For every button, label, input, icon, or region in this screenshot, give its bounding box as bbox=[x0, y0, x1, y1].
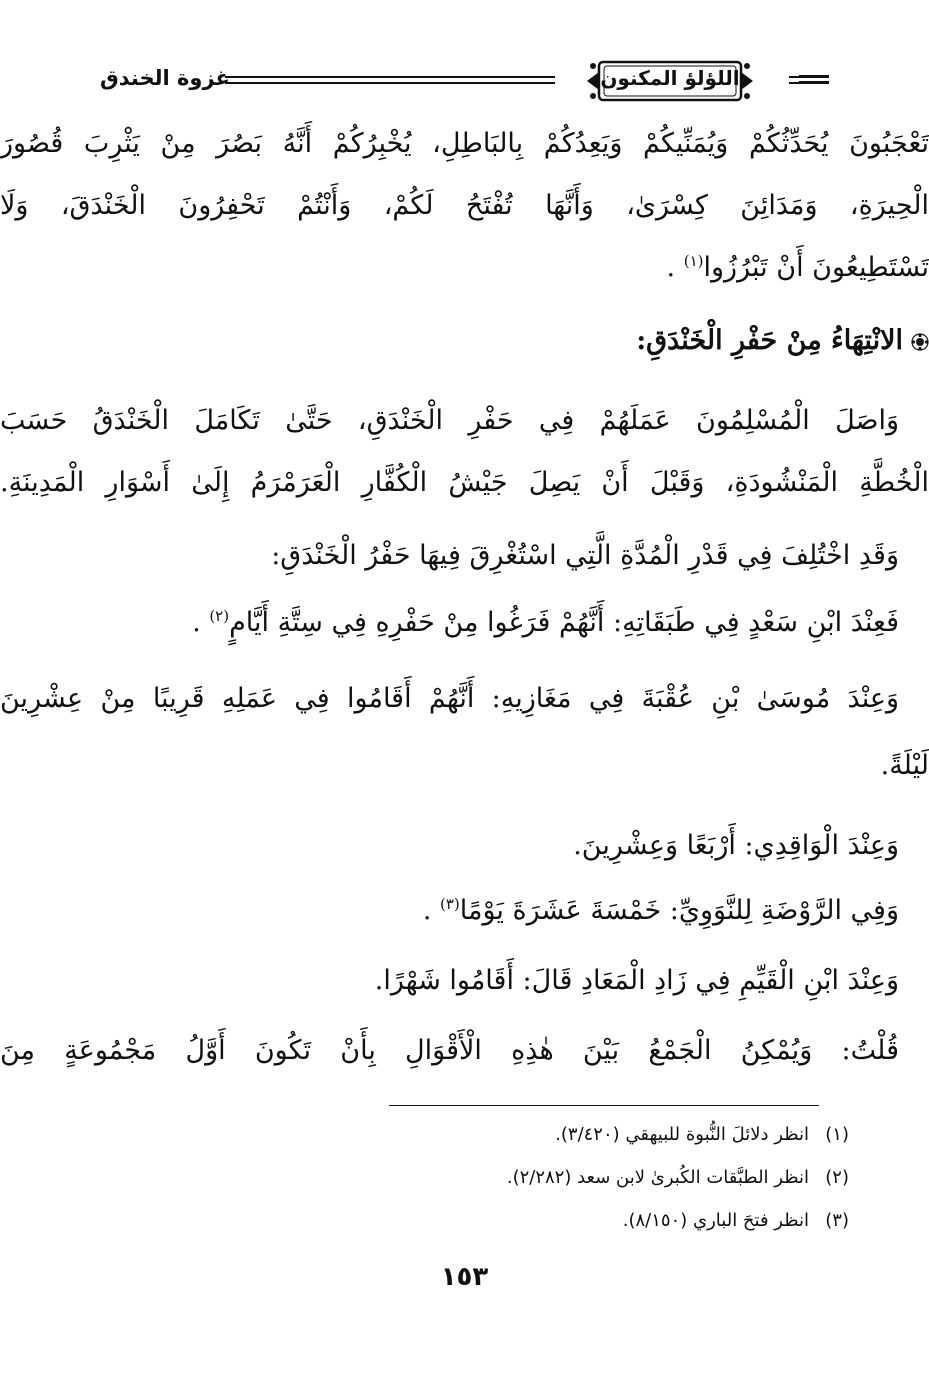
body-line-11: وَعِنْدَ الْوَاقِدِي: أَرْبَعًا وَعِشْرِينَ. bbox=[573, 830, 899, 861]
footnote-2-text: انظر الطبَّقات الكُبرىٰ لابن سعد (٢/٢٨٢). bbox=[506, 1167, 809, 1188]
chapter-title: غزوة الخندق bbox=[100, 66, 230, 90]
footnote-3-text: انظر فتحَ الباري (٨/١٥٠). bbox=[622, 1210, 809, 1231]
body-line-14: قُلْتُ: وَيُمْكِنُ الْجَمْعُ بَيْنَ هٰذِهِ الْأَقْوَالِ بِأَنْ تَكُونَ أَوَّلُ مَجْمُوعَةٍ مِنَ bbox=[0, 1035, 899, 1066]
body-line-7: وَقَدِ اخْتُلِفَ فِي قَدْرِ الْمُدَّةِ الَّتِي اسْتُغْرِقَ فِيهَا حَفْرُ الْخَنْدَقِ: bbox=[271, 540, 899, 571]
footnote-1-num: (١) bbox=[825, 1124, 849, 1145]
body-line-3-text: تَسْتَطِيعُونَ أَنْ تَبْرُزُوا bbox=[703, 252, 929, 283]
footnote-1 bbox=[555, 1124, 849, 1145]
header-rule-bottom bbox=[225, 82, 555, 84]
body-line-8 bbox=[0, 607, 899, 638]
header-rule-top bbox=[225, 76, 555, 78]
body-line-12 bbox=[0, 895, 899, 926]
header-book-side bbox=[793, 66, 829, 90]
body-line-5: وَاصَلَ الْمُسْلِمُونَ عَمَلَهُمْ فِي حَفْرِ الْخَنْدَقِ، حَتَّىٰ تَكَامَلَ الْخَنْدَقُ حَسَبَ bbox=[0, 405, 899, 436]
footnote-ref-2: (٢) bbox=[209, 607, 230, 625]
footnote-2 bbox=[507, 1167, 849, 1188]
footnote-2-num: (٢) bbox=[825, 1167, 849, 1188]
body-line-12-text: وَفِي الرَّوْضَةِ لِلنَّوَوِيِّ: خَمْسَةَ عَشَرَةَ يَوْمًا bbox=[459, 895, 899, 926]
body-line-1: تَعْجَبُونَ يُحَدِّثُكُمْ وَيُمَنِّيكُمْ وَيَعِدُكُمْ بِالبَاطِلِ، يُخْبِرُكُمْ أَنَّهُ بَصُرَ مِنْ يَثْرِبَ قُصُورَ bbox=[0, 128, 929, 159]
page-number: ١٥٣ bbox=[440, 1262, 489, 1292]
body-line-3 bbox=[0, 252, 929, 283]
footnote-ref-1: (١) bbox=[683, 252, 704, 270]
footnote-3 bbox=[623, 1210, 849, 1231]
body-line-6: الْخُطَّةِ الْمَنْشُودَةِ، وَقَبْلَ أَنْ يَصِلَ جَيْشُ الْكُفَّارِ الْعَرَمْرَمُ إِلَىٰ أَسْوَارِ الْمَدِينَةِ. bbox=[0, 467, 929, 498]
line-end-dot: . bbox=[666, 252, 676, 283]
body-line-2: الْحِيرَةِ، وَمَدَائِنَ كِسْرَىٰ، وَأَنَّهَا تُفْتَحُ لَكُمْ، وَأَنْتُمْ تَحْفِرُونَ الْخَنْدَقَ، وَلَا bbox=[0, 190, 929, 221]
header-rule-top-right bbox=[789, 76, 829, 78]
running-header bbox=[100, 52, 829, 112]
header-rule-bottom-right bbox=[789, 82, 829, 84]
footnote-3-num: (٣) bbox=[825, 1210, 849, 1231]
section-heading-text: الانْتِهَاءُ مِنْ حَفْرِ الْخَنْدَقِ: bbox=[636, 325, 903, 356]
body-line-13: وَعِنْدَ ابْنِ الْقَيِّمِ فِي زَادِ الْمَعَادِ قَالَ: أَقَامُوا شَهْرًا. bbox=[374, 965, 899, 996]
body-line-9: وَعِنْدَ مُوسَىٰ بْنِ عُقْبَةَ فِي مَغَازِيهِ: أَنَّهُمْ أَقَامُوا فِي عَمَلِهِ قَرِيبًا مِنْ عِشْرِينَ bbox=[0, 683, 899, 714]
flower-bullet-icon bbox=[911, 333, 929, 351]
body-line-10: لَيْلَةً. bbox=[880, 750, 929, 781]
footnote-ref-3: (٣) bbox=[440, 895, 460, 913]
footnote-1-text: انظر دلائلَ النُّبوة للبيهقي (٣/٤٢٠). bbox=[555, 1124, 809, 1145]
body-line-8-text: فَعِنْدَ ابْنِ سَعْدٍ فِي طَبَقَاتِهِ: أَنَّهُمْ فَرَغُوا مِنْ حَفْرِهِ فِي سِتَّةِ أَيَّامٍ bbox=[229, 607, 899, 638]
line-end-dot-3: . bbox=[422, 895, 432, 926]
line-end-dot-2: . bbox=[192, 607, 201, 638]
footnote-separator bbox=[389, 1105, 819, 1106]
book-title-cartouche bbox=[585, 52, 755, 110]
book-title: اللؤلؤ المكنون bbox=[600, 66, 740, 90]
section-heading bbox=[0, 325, 929, 356]
